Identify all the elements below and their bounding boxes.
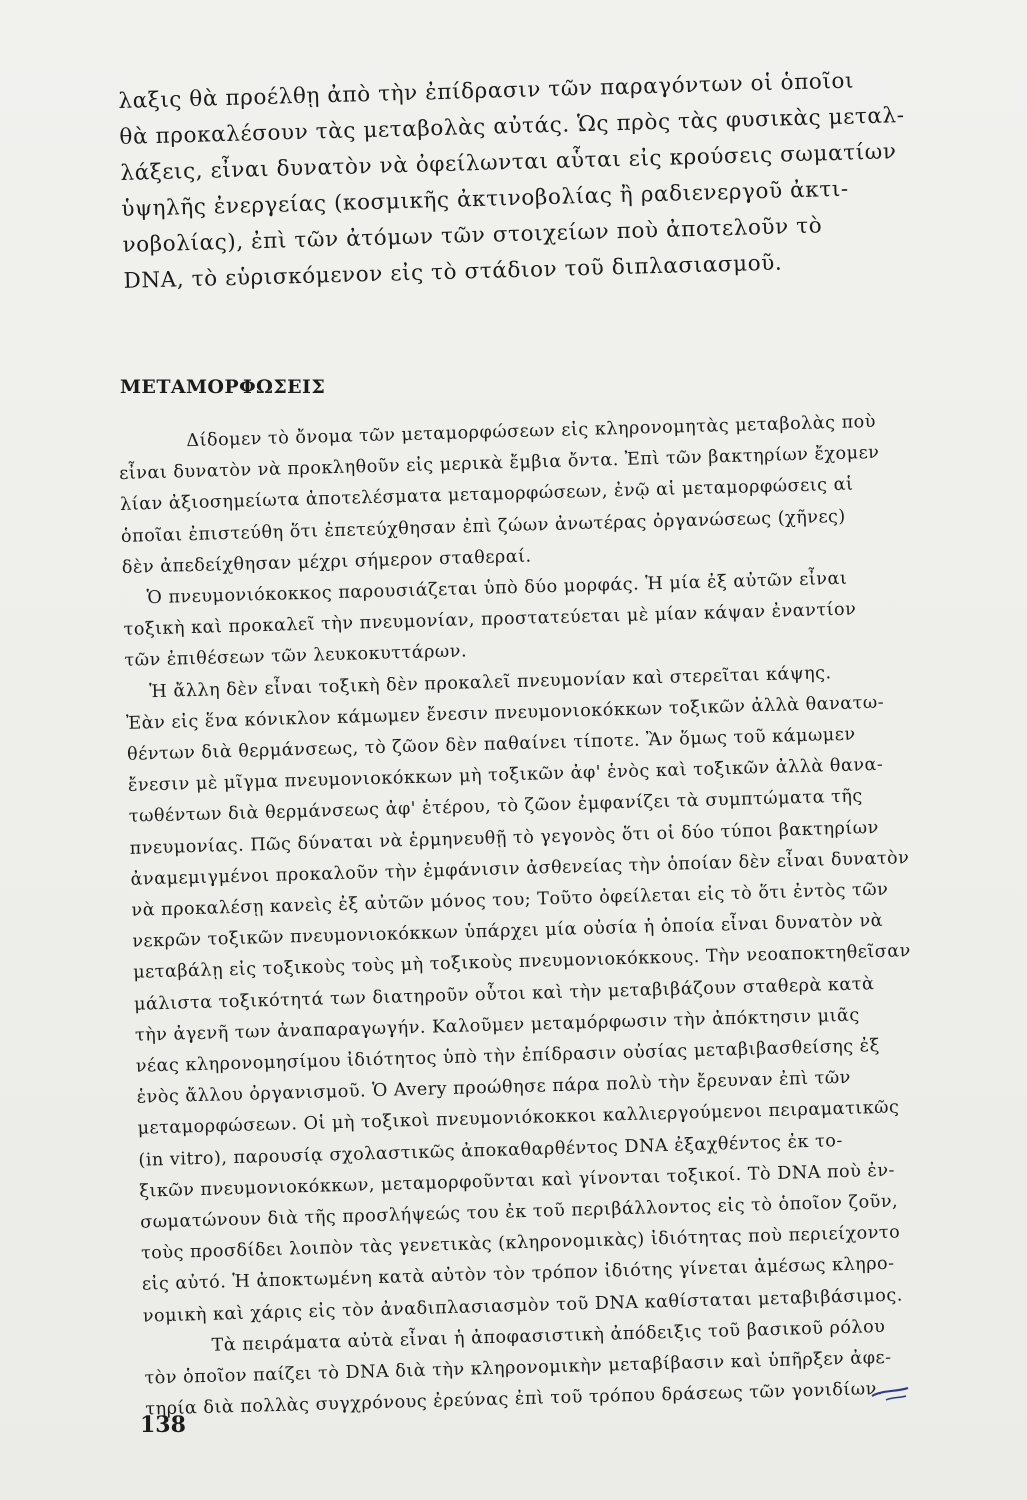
text-line: ξικῶν πνευμονιοκόκκων, μεταμορφοῦνται καὶ γίνονται τοξικοί. Τὸ DNA ποὺ ἐν- xyxy=(139,1160,896,1202)
text-line: πνευμονίας. Πῶς δύναται νὰ ἑρμηνευθῇ τὸ γεγονὸς ὅτι οἱ δύο τύποι βακτηρίων xyxy=(129,817,880,859)
text-line: DNA, τὸ εὑρισκόμενον εἰς τὸ στάδιον τοῦ διπλασιασμοῦ. xyxy=(123,250,783,294)
text-line: Ἐὰν εἰς ἕνα κόνικλον κάμωμεν ἔνεσιν πνευμονιοκόκκων τοξικῶν ἀλλὰ θανατω- xyxy=(125,692,885,734)
text-line: θέντων διὰ θερμάνσεως, τὸ ζῶον δὲν παθαίνει τίποτε. Ἂν ὅμως τοῦ κάμωμεν xyxy=(126,724,856,765)
opening-paragraph xyxy=(118,60,984,300)
text-line: τὸν ὁποῖον παίζει τὸ DNA διὰ τὴν κληρονομικὴν μεταβίβασιν καὶ ὑπῆρξεν ἀφε- xyxy=(144,1347,892,1389)
text-line: νοβολίας), ἐπὶ τῶν ἀτόμων τῶν στοιχείων ποὺ ἀποτελοῦν τὸ xyxy=(122,213,823,258)
text-line: θὰ προκαλέσουν τὰς μεταβολὰς αὐτάς. Ὡς πρὸς τὰς φυσικὰς μεταλ- xyxy=(119,103,905,150)
text-line: Τὰ πειράματα αὐτὰ εἶναι ἡ ἀποφασιστικὴ ἀπόδειξις τοῦ βασικοῦ ρόλου xyxy=(211,1316,886,1356)
ink-mark-icon xyxy=(868,1376,928,1404)
text-line: λάξεις, εἶναι δυνατὸν νὰ ὀφείλωνται αὗται εἰς κρούσεις σωματίων xyxy=(120,139,897,186)
section-body xyxy=(118,404,1006,1426)
text-line: νὰ προκαλέσῃ κανεὶς ἐξ αὐτῶν μόνος του; Τοῦτο ὀφείλεται εἰς τὸ ὅτι ἐντὸς τῶν xyxy=(131,879,889,921)
text-line: Ἡ ἄλλη δὲν εἶναι τοξικὴ δὲν προκαλεῖ πνευμονίαν καὶ στερεῖται κάψης. xyxy=(149,662,832,702)
text-line: λαξις θὰ προέλθῃ ἀπὸ τὴν ἐπίδρασιν τῶν παραγόντων οἱ ὁποῖοι xyxy=(118,68,855,114)
text-line: νέας κληρονομησίμου ἰδιότητος ὑπὸ τὴν ἐπίδρασιν οὐσίας μεταβιβασθείσης ἐξ xyxy=(135,1036,881,1077)
text-line: (in vitro), παρουσίᾳ σχολαστικῶς ἀποκαθαρθέντος DNA ἐξαχθέντος ἐκ το- xyxy=(138,1130,844,1171)
text-line: δὲν ἀπεδείχθησαν μέχρι σήμερον σταθεραί. xyxy=(121,546,532,578)
text-line: μεταβάλῃ εἰς τοξικοὺς τοὺς μὴ τοξικοὺς πνευμονιοκόκκους. Τὴν νεοαποκτηθεῖσαν xyxy=(132,941,912,984)
text-line: εἰς αὐτό. Ἡ ἀποκτωμένη κατὰ αὐτὸν τὸν τρόπον ἰδιότης γίνεται ἀμέσως κληρο- xyxy=(141,1254,895,1296)
text-line: ὁποῖαι ἐπιστεύθη ὅτι ἐπετεύχθησαν ἐπὶ ζώων ἀνωτέρας ὀργανώσεως (χῆνες) xyxy=(120,506,847,547)
text-line: τῶν ἐπιθέσεων τῶν λευκοκυττάρων. xyxy=(124,641,468,672)
text-line: τηρία διὰ πολλὰς συγχρόνους ἐρεύνας ἐπὶ τοῦ τρόπου δράσεως τῶν γονιδίων. xyxy=(145,1379,884,1420)
text-line: Ὁ πνευμονιόκοκκος παρουσιάζεται ὑπὸ δύο μορφάς. Ἡ μία ἐξ αὐτῶν εἶναι xyxy=(146,568,848,609)
text-line: νεκρῶν τοξικῶν πνευμονιοκόκκων ὑπάρχει μία οὐσία ἡ ὁποία εἶναι δυνατὸν νὰ xyxy=(132,911,884,953)
page-number: 138 xyxy=(140,1412,186,1438)
text-line: τοὺς προσδίδει λοιπὸν τὰς γενετικὰς (κληρονομικὰς) ἰδιότητας ποὺ περιείχοντο xyxy=(140,1222,901,1264)
text-line: ὑψηλῆς ἐνεργείας (κοσμικῆς ἀκτινοβολίας ἢ ραδιενεργοῦ ἀκτι- xyxy=(121,176,850,222)
text-line: νομικὴ καὶ χάρις εἰς τὸν ἀναδιπλασιασμὸν τοῦ DNA καθίσταται μεταβιβάσιμος. xyxy=(142,1285,904,1327)
text-line: ἀναμεμιγμένοι προκαλοῦν τὴν ἐμφάνισιν ἀσθενείας τὴν ὁποίαν δὲν εἶναι δυνατὸν xyxy=(130,847,910,890)
text-line: εἶναι δυνατὸν νὰ προκληθοῦν εἰς μερικὰ ἔμβια ὄντα. Ἐπὶ τῶν βακτηρίων ἔχομεν xyxy=(119,442,880,485)
section-heading: ΜΕΤΑΜΟΡΦΩΣΕΙΣ xyxy=(120,376,326,398)
text-line: μάλιστα τοξικότητά των διατηροῦν οὗτοι καὶ τὴν μεταβιβάζουν σταθερὰ κατὰ xyxy=(133,973,875,1015)
text-line: Δίδομεν τὸ ὄνομα τῶν μεταμορφώσεων εἰς κληρονομητὰς μεταβολὰς ποὺ xyxy=(186,411,877,452)
text-line: τωθέντων διὰ θερμάνσεως ἀφ' ἑτέρου, τὸ ζῶον ἐμφανίζει τὰ συμπτώματα τῆς xyxy=(128,786,864,828)
text-line: σωματώνουν διὰ τῆς προσλήψεώς του ἐκ τοῦ περιβάλλοντος εἰς τὸ ὁποῖον ζοῦν, xyxy=(139,1191,899,1233)
text-line: τὴν ἀγενῆ των ἀναπαραγωγήν. Καλοῦμεν μεταμόρφωσιν τὴν ἀπόκτησιν μιᾶς xyxy=(134,1005,861,1046)
text-line: λίαν ἀξιοσημείωτα ἀποτελέσματα μεταμορφώσεων, ἐνῷ αἱ μεταμορφώσεις αἱ xyxy=(119,474,854,516)
text-line: ἑνὸς ἄλλου ὀργανισμοῦ. Ὁ Avery προώθησε πάρα πολὺ τὴν ἔρευναν ἐπὶ τῶν xyxy=(136,1068,852,1109)
text-line: ἔνεσιν μὲ μῖγμα πνευμονιοκόκκων μὴ τοξικῶν ἀφ' ἑνὸς καὶ τοξικῶν ἀλλὰ θανα- xyxy=(127,754,884,797)
text-line: τοξικὴ καὶ προκαλεῖ τὴν πνευμονίαν, προστατεύεται μὲ μίαν κάψαν ἐναντίον xyxy=(123,599,857,641)
text-line: μεταμορφώσεων. Οἱ μὴ τοξικοὶ πνευμονιόκοκκοι καλλιεργούμενοι πειραματικῶς xyxy=(137,1097,900,1140)
